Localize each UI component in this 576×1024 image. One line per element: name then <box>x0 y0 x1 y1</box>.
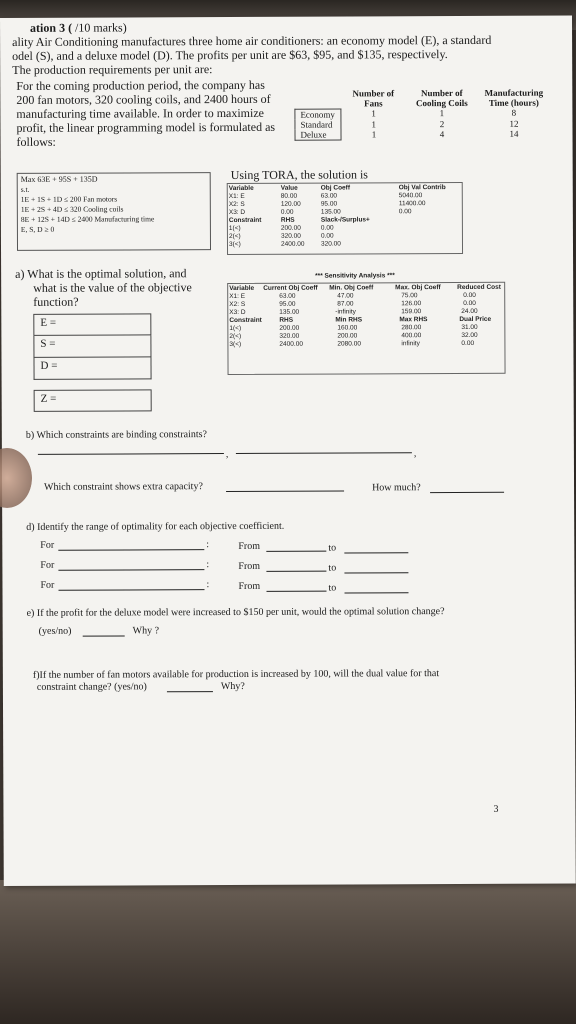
table-cell: 4 <box>439 128 445 139</box>
header-line-3: The production requirements per unit are: <box>12 62 213 77</box>
colon: : <box>206 539 210 551</box>
tora-cell: 31.00 <box>461 323 478 331</box>
tora-header: Min RHS <box>335 316 363 324</box>
tora-cell: 0.00 <box>398 208 412 216</box>
table-cell: 12 <box>509 118 519 129</box>
answer-box-e[interactable] <box>33 313 151 336</box>
table-cell: Standard <box>295 119 341 129</box>
colon: : <box>206 559 210 571</box>
objective-function: Max 63E + 95S + 135D <box>20 174 98 184</box>
for-label: For <box>40 579 55 591</box>
tora-cell: 320.00 <box>280 232 301 240</box>
tora-cell: 1(<) <box>228 224 241 233</box>
tora-header: RHS <box>280 216 295 224</box>
answer-box-d[interactable] <box>33 357 151 380</box>
intro-line-1: For the coming production period, the company has <box>16 77 265 93</box>
answer-label-d: D = <box>40 359 58 372</box>
why-label: Why ? <box>132 625 160 637</box>
tora-cell: 0.00 <box>280 208 294 216</box>
tora-cell: 200.00 <box>279 324 300 332</box>
intro-line-2: 200 fan motors, 320 cooling coils, and 2400 hours of <box>16 91 271 107</box>
yes-no-label: (yes/no) <box>38 625 72 637</box>
tora-title: Using TORA, the solution is <box>230 167 368 182</box>
tora-cell: infinity <box>401 340 420 348</box>
from-label: From <box>238 560 261 572</box>
table-cell: 8 <box>511 107 517 119</box>
tora-cell: 159.00 <box>401 308 422 316</box>
tora-cell: X1: E <box>229 292 246 301</box>
tora-cell: 126.00 <box>401 300 422 308</box>
answer-line-c1[interactable] <box>226 491 344 493</box>
tora-cell: 200.00 <box>280 224 301 232</box>
table-cell: 2 <box>439 118 445 129</box>
tora-cell: 160.00 <box>337 324 358 332</box>
from-label: From <box>238 540 261 552</box>
tora-header: Max RHS <box>399 316 428 324</box>
tora-cell: 0.00 <box>461 339 475 347</box>
for-label: For <box>40 539 55 551</box>
table-cell: Deluxe <box>295 129 341 140</box>
page-number: 3 <box>493 803 499 815</box>
answer-line-d-to-1[interactable] <box>344 552 408 553</box>
question-f-line-2: constraint change? (yes/no) <box>36 681 147 693</box>
answer-line-d-from-2[interactable] <box>266 571 326 572</box>
sensitivity-title: *** Sensitivity Analysis *** <box>315 272 395 280</box>
background-bottom <box>0 880 576 1024</box>
question-number: ation 3 ( /10 marks) <box>30 20 127 35</box>
tora-cell: 1(<) <box>229 324 242 333</box>
tora-cell: 0.00 <box>463 299 476 307</box>
tora-cell: 400.00 <box>401 332 422 340</box>
table-header <box>295 89 341 109</box>
answer-box-z[interactable] <box>34 389 152 412</box>
tora-header: Min. Obj Coeff <box>329 284 374 292</box>
tora-header: Current Obj Coeff <box>263 284 318 292</box>
question-d: d) Identify the range of optimality for each objective coefficient. <box>26 520 285 533</box>
answer-line-d-for-1[interactable] <box>58 549 204 551</box>
tora-cell: 3(<) <box>229 340 242 349</box>
tora-cell: X2: S <box>229 300 246 309</box>
constraint-fan-motors: 1E + 1S + 1D ≤ 200 Fan motors <box>20 194 118 204</box>
to-label: to <box>328 542 337 554</box>
tora-cell: 320.00 <box>320 240 341 248</box>
tora-cell: 2080.00 <box>337 340 361 348</box>
question-a-line-1: a) What is the optimal solution, and <box>15 266 187 281</box>
table-cell: 1 <box>371 108 376 119</box>
tora-cell: 5040.00 <box>398 192 423 200</box>
lp-model-box <box>17 172 211 251</box>
finger-shadow <box>0 448 32 508</box>
question-a-line-3: function? <box>33 294 79 309</box>
to-label: to <box>328 582 337 594</box>
answer-line-d-to-3[interactable] <box>345 592 409 593</box>
tora-cell: 0.00 <box>320 224 334 232</box>
for-label: For <box>40 559 55 571</box>
tora-header: Value <box>280 184 298 192</box>
tora-cell: 63.00 <box>320 192 338 200</box>
why-label: Why? <box>220 680 245 693</box>
tora-cell: 2400.00 <box>280 240 305 248</box>
question-f-line-1: f)If the number of fan motors available for production is increased by 100, will the dual value for that <box>32 668 440 681</box>
tora-header: Variable <box>229 284 255 293</box>
answer-line-d-from-1[interactable] <box>266 551 326 552</box>
answer-line-b2[interactable] <box>236 452 412 454</box>
table-cell: 1 <box>371 129 377 140</box>
tora-cell: 24.00 <box>461 307 478 315</box>
header-line-2: odel (S), and a deluxe model (D). The profits per unit are $63, $95, and $135, respectively. <box>12 47 448 63</box>
tora-cell: 280.00 <box>401 324 422 332</box>
table-cell: 14 <box>509 128 519 139</box>
tora-cell: 135.00 <box>320 208 341 216</box>
question-e: e) If the profit for the deluxe model were increased to $150 per unit, would the optimal solution change? <box>26 606 445 619</box>
tora-cell: 95.00 <box>320 200 338 208</box>
table-cell: 1 <box>439 108 445 119</box>
answer-line-d-for-3[interactable] <box>58 589 204 591</box>
exam-page <box>0 16 576 886</box>
tora-header: Constraint <box>228 216 262 225</box>
tora-cell: 80.00 <box>280 192 298 200</box>
tora-cell: 135.00 <box>279 308 300 316</box>
answer-label-e: E = <box>40 316 57 329</box>
answer-line-e[interactable] <box>83 635 125 636</box>
comma: , <box>413 448 417 460</box>
tora-cell: 320.00 <box>279 332 300 340</box>
answer-label-s: S = <box>40 337 56 350</box>
tora-cell: 2400.00 <box>279 340 303 348</box>
table-cell: 1 <box>371 118 376 129</box>
tora-cell: 2(<) <box>229 332 242 341</box>
answer-line-d-for-2[interactable] <box>58 569 204 571</box>
answer-line-d-from-3[interactable] <box>267 591 327 592</box>
constraint-manufacturing-time: 8E + 12S + 14D ≤ 2400 Manufacturing time <box>20 214 155 224</box>
nonnegativity: E, S, D ≥ 0 <box>20 224 55 234</box>
table-header: Number of Cooling Coils <box>415 87 468 109</box>
tora-cell: 11400.00 <box>398 200 426 208</box>
question-c-how-much: How much? <box>372 482 421 494</box>
tora-header: Variable <box>228 184 254 193</box>
tora-header: Obj Coeff <box>320 184 351 192</box>
tora-cell: X1: E <box>228 192 245 201</box>
constraint-cooling-coils: 1E + 2S + 4D ≤ 320 Cooling coils <box>20 204 124 214</box>
tora-cell: 200.00 <box>337 332 358 340</box>
question-c: Which constraint shows extra capacity? <box>44 481 203 493</box>
tora-cell: X3: D <box>229 308 246 317</box>
to-label: to <box>328 562 337 574</box>
tora-cell: 3(<) <box>228 240 241 249</box>
tora-cell: 63.00 <box>279 292 296 300</box>
tora-cell: 0.00 <box>463 291 476 299</box>
table-cell: Economy <box>295 109 341 120</box>
tora-cell: 0.00 <box>320 232 334 240</box>
intro-line-5: follows: <box>16 134 56 149</box>
tora-header: Constraint <box>229 316 262 325</box>
colon: : <box>206 579 210 591</box>
tora-cell: 87.00 <box>337 300 354 308</box>
tora-cell: 120.00 <box>280 200 301 208</box>
from-label: From <box>238 580 261 592</box>
tora-header: Slack-/Surplus+ <box>320 216 370 224</box>
tora-header: Dual Price <box>459 315 492 323</box>
tora-cell: 2(<) <box>228 232 241 241</box>
header-line-1: ality Air Conditioning manufactures three home air conditioners: an economy model (E), a standard <box>12 32 492 49</box>
answer-line-b1[interactable] <box>38 453 224 455</box>
intro-line-3: manufacturing time available. In order to maximize <box>16 105 265 121</box>
answer-line-c2[interactable] <box>430 492 504 493</box>
subject-to: s.t. <box>20 184 30 194</box>
tora-header: RHS <box>279 316 294 324</box>
tora-cell: X3: D <box>228 208 246 217</box>
production-requirements-table <box>294 88 551 141</box>
table-header: Manufacturing Time (hours) <box>484 87 544 108</box>
answer-label-z: Z = <box>40 392 57 405</box>
tora-header: Obj Val Contrib <box>398 184 446 192</box>
tora-cell: 47.00 <box>337 292 354 300</box>
tora-header: Max. Obj Coeff <box>395 284 441 292</box>
table-header: Number of Fans <box>352 88 395 109</box>
question-a-line-2: what is the value of the objective <box>33 280 192 295</box>
answer-box-s[interactable] <box>33 335 151 358</box>
tora-cell: 75.00 <box>401 292 418 300</box>
intro-line-4: profit, the linear programming model is formulated as <box>16 119 276 135</box>
answer-line-f[interactable] <box>167 691 213 692</box>
tora-cell: 95.00 <box>279 300 296 308</box>
comma: , <box>225 449 229 461</box>
tora-header: Reduced Cost <box>457 283 501 292</box>
question-b: b) Which constraints are binding constraints? <box>25 429 208 441</box>
answer-line-d-to-2[interactable] <box>344 572 408 573</box>
tora-cell: 32.00 <box>461 331 478 339</box>
tora-cell: -infinity <box>335 308 356 316</box>
tora-cell: X2: S <box>228 200 245 209</box>
